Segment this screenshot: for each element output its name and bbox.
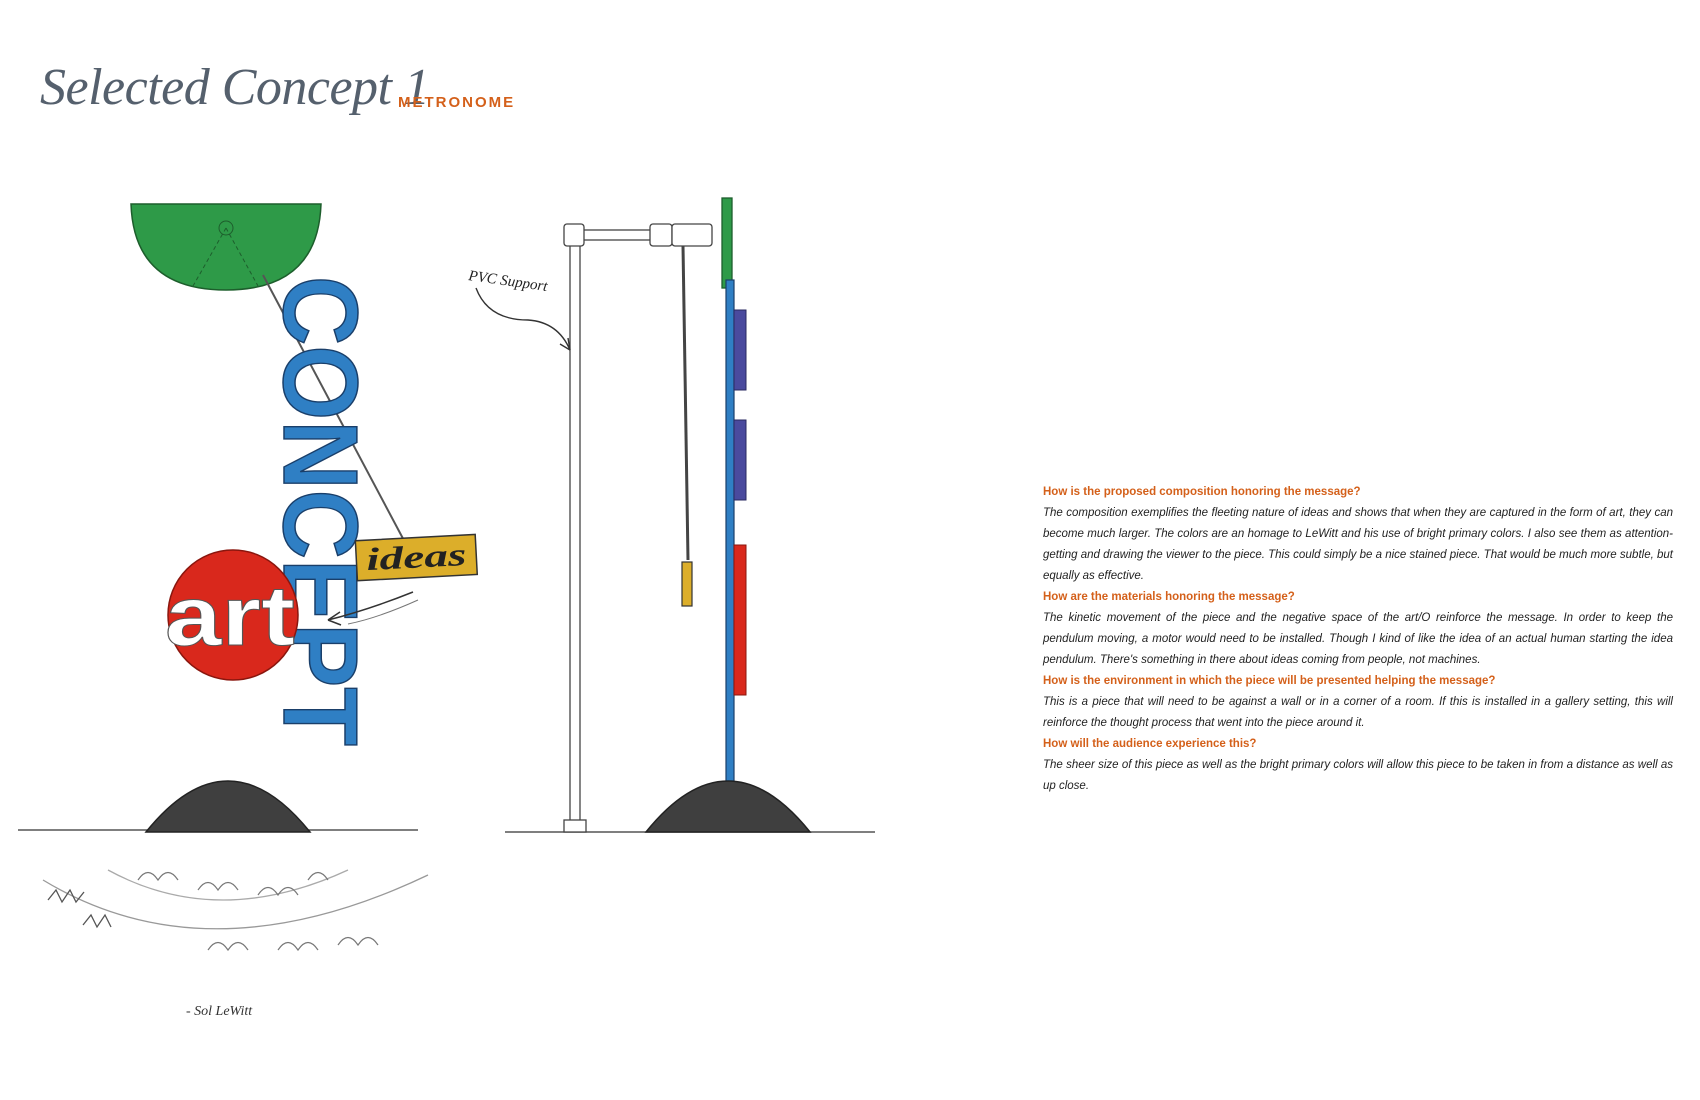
annotation-arrow <box>476 288 570 350</box>
side-ideas-tag <box>682 562 692 606</box>
qa-question: How will the audience experience this? <box>1043 738 1257 750</box>
signature: - Sol LeWitt <box>186 1004 253 1019</box>
qa-answer: This is a piece that will need to be against a wall or in a corner of a room. If this is installed in a gallery setting, this will reinforce the thought process that went into the piece around it. <box>1043 696 1673 729</box>
pvc-elbow-joint <box>564 224 584 246</box>
page-title: Selected Concept 1 <box>40 59 430 116</box>
pvc-wall-joint <box>672 224 712 246</box>
qa-item <box>1043 587 1673 671</box>
qa-item <box>1043 734 1673 797</box>
page-subtitle: METRONOME <box>398 94 516 111</box>
side-concept-column <box>726 280 734 830</box>
side-art-circle <box>734 545 746 695</box>
concept-sketch <box>18 190 908 1020</box>
qa-item <box>1043 482 1673 587</box>
ideas-tag <box>355 534 477 580</box>
qa-answer: The composition exemplifies the fleeting nature of ideas and shows that when they are captured in the form of art, they can become much larger. The colors are an homage to LeWitt and his use of bright primary colors. I also see them as attention-getting and drawing the viewer to the piece. This could simply be a nice stained piece. That would be much more subtle, but equally as effective. <box>1043 507 1673 582</box>
side-green-disc <box>722 198 732 288</box>
front-base-dome <box>146 781 310 832</box>
concept-vertical-word: CONCEPT <box>261 276 379 795</box>
pvc-pole <box>570 230 580 830</box>
front-view-illustration <box>18 204 477 1019</box>
ideas-tag-word: ideas <box>365 537 435 578</box>
qa-question: How is the environment in which the piece will be presented helping the message? <box>1043 675 1496 687</box>
side-view-illustration <box>466 198 875 832</box>
qa-question: How are the materials honoring the message? <box>1043 591 1295 603</box>
qa-answer: The sheer size of this piece as well as the bright primary colors will allow this piece to be taken in from a distance as well as up close. <box>1043 759 1673 792</box>
qa-answer: The kinetic movement of the piece and the negative space of the art/O reinforce the message. In order to keep the pendulum moving, a motor would need to be installed. Though I kind of like the idea of an actual human starting the idea pendulum. There's something in there about ideas coming from people, not machines. <box>1043 612 1673 666</box>
side-pendulum-rod <box>683 246 688 560</box>
side-base-dome <box>646 781 810 832</box>
pvc-foot <box>564 820 586 832</box>
side-purple-block-1 <box>734 310 746 390</box>
motion-scribble-inner <box>138 873 328 896</box>
art-badge-word: art <box>165 569 295 663</box>
pvc-tee-joint <box>650 224 672 246</box>
motion-scribble-outer <box>208 938 378 951</box>
pvc-support-annotation: PVC Support <box>467 268 549 296</box>
qa-item <box>1043 671 1673 734</box>
qa-section <box>1043 482 1673 797</box>
side-purple-block-2 <box>734 420 746 500</box>
qa-question: How is the proposed composition honoring the message? <box>1043 486 1361 498</box>
